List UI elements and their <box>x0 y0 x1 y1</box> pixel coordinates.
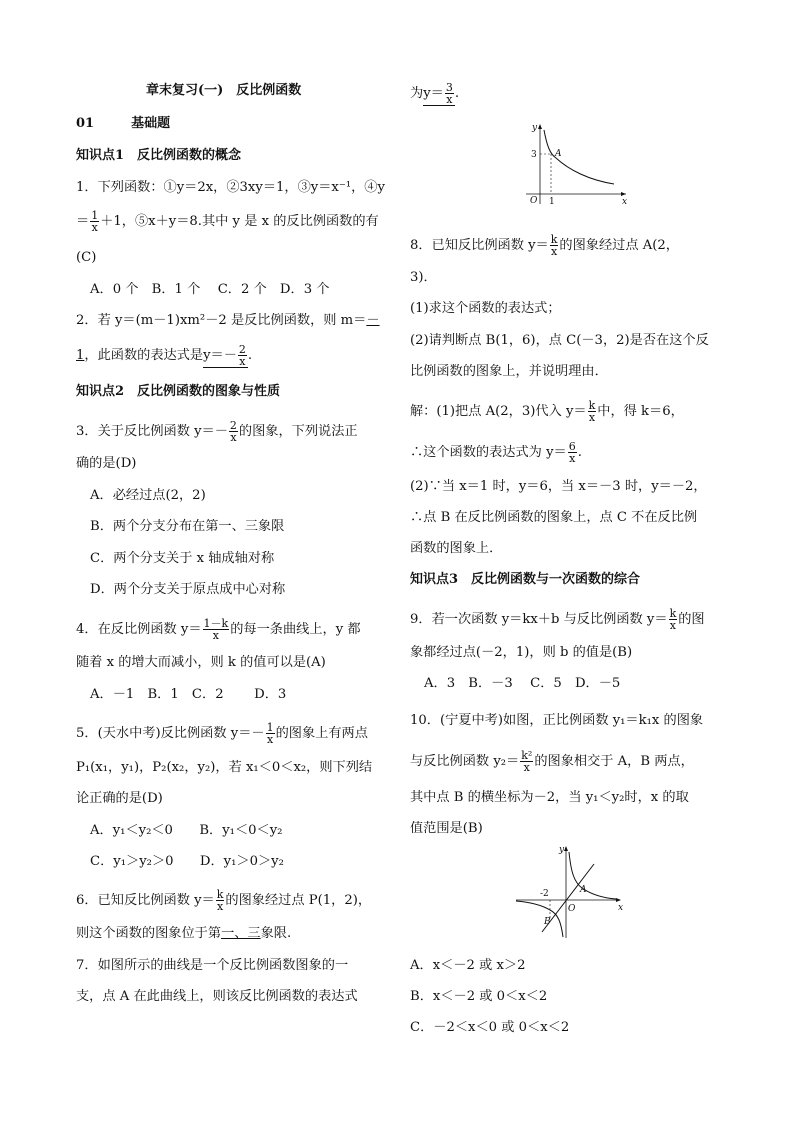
y-label: y <box>532 123 538 133</box>
q8-line1: 8．已知反比例函数 y＝ $\frac{k}{x}$ 的图象经过点 A(2， <box>410 233 679 258</box>
q7-line3: 为y＝ $\frac{3}{x}$ . <box>410 81 460 106</box>
q9-line1: 9．若一次函数 y＝kx＋b 与反比例函数 y＝ $\frac{k}{x}$ 的图 <box>410 607 705 632</box>
q8-solution-1: 解：(1)把点 A(2，3)代入 y＝ $\frac{k}{x}$ 中，得 k＝6， <box>410 399 684 424</box>
hyperbola-branch-1 <box>569 852 616 899</box>
q5-options-cd: C．y₁＞y₂＞0 D．y₁＞0＞y₂ <box>90 854 284 869</box>
fraction: $\frac{k}{x}$ <box>550 233 558 258</box>
fraction: $\frac{2}{x}$ <box>229 419 237 444</box>
tick-1: 1 <box>549 197 555 207</box>
q4-options: A．－1 B．1 C．2 D．3 <box>90 687 287 702</box>
point-a-label: A <box>580 885 587 895</box>
q7-line1: 7．如图所示的曲线是一个反比例函数图象的一 <box>76 958 349 973</box>
q10-option-a: A．x＜－2 或 x＞2 <box>410 958 526 973</box>
point-a-label: A <box>555 149 562 159</box>
q3-option-c: C．两个分支关于 x 轴成轴对称 <box>90 551 275 566</box>
q8-line4: (2)请判断点 B(1，6)，点 C(－3，2)是否在这个反 <box>410 333 709 348</box>
tick-minus-2: -2 <box>540 889 549 899</box>
q6-line2: 则这个函数的图象位于第一、三象限. <box>76 926 292 941</box>
x-label: x <box>622 197 628 207</box>
q1-line3: (C) <box>76 250 97 265</box>
page-title: 章末复习(一) 反比例函数 <box>146 83 302 98</box>
q8-solution-4: ∴点 B 在反比例函数的图象上，点 C 不在反比例 <box>410 510 698 525</box>
q5-line3: 论正确的是(D) <box>76 791 163 806</box>
q3-line1: 3．关于反比例函数 y＝－ $\frac{2}{x}$ 的图象，下列说法正 <box>76 419 358 444</box>
knowledge-point-2: 知识点2 反比例函数的图象与性质 <box>76 384 281 399</box>
q10-option-c: C．－2＜x＜0 或 0＜x＜2 <box>410 1020 570 1035</box>
y-label: y <box>559 845 565 855</box>
q7-line2: 支，点 A 在此曲线上，则该反比例函数的表达式 <box>76 989 358 1004</box>
hyperbola-branch-3 <box>516 901 563 937</box>
q2-line1: 2．若 y＝(m－1)xm²－2 是反比例函数，则 m＝－ <box>76 313 380 328</box>
q9-options: A．3 B．－3 C．5 D．－5 <box>424 676 621 691</box>
fraction: $\frac{k}{x}$ <box>669 607 677 632</box>
q1-line1: 1．下列函数：①y＝2x，②3xy＝1，③y＝x⁻¹，④y <box>76 180 385 195</box>
q4-line1: 4．在反比例函数 y＝ $\frac{1-k}{x}$ 的每一条曲线上，y 都 <box>76 617 361 642</box>
q5-line2: P₁(x₁，y₁)，P₂(x₂，y₂)，若 x₁＜0＜x₂，则下列结 <box>76 760 373 775</box>
q6-line1: 6．已知反比例函数 y＝ $\frac{k}{x}$ 的图象经过点 P(1，2)， <box>76 888 372 913</box>
q8-solution-3: (2)∵当 x＝1 时，y＝6，当 x＝－3 时，y＝－2， <box>410 479 707 494</box>
section-title: 基础题 <box>131 116 171 131</box>
q3-line2: 确的是(D) <box>76 456 137 471</box>
q5-line1: 5．(天水中考)反比例函数 y＝－ $\frac{1}{x}$ 的图象上有两点 <box>76 721 368 746</box>
q8-line5: 比例函数的图象上，并说明理由． <box>410 364 608 379</box>
q3-option-a: A．必经过点(2，2) <box>90 488 206 503</box>
q10-graph <box>508 842 628 942</box>
q8-solution-2: ∴这个函数的表达式为 y＝ $\frac{6}{x}$ . <box>410 440 582 465</box>
section-number: 01 <box>76 116 95 131</box>
q7-graph <box>514 118 634 208</box>
fraction: $\frac{\text{k²}}{x}$ <box>521 749 533 774</box>
q4-line2: 随着 x 的增大而减小，则 k 的值可以是(A) <box>76 655 326 670</box>
q10-line2: 与反比例函数 y₂＝ $\frac{\text{k²}}{x}$ 的图象相交于 A，B 两点， <box>410 749 694 774</box>
fraction: $\frac{1-k}{x}$ <box>203 617 229 642</box>
answer-blank: y＝ $\frac{3}{x}$ <box>423 81 453 106</box>
q8-line2: 3)． <box>410 270 437 285</box>
fraction: $\frac{6}{x}$ <box>568 440 576 465</box>
section-heading <box>76 116 170 132</box>
fraction: $\frac{1}{x}$ <box>91 209 99 234</box>
point-b-label: B <box>544 917 551 927</box>
q10-line4: 值范围是(B) <box>410 821 483 836</box>
origin-label: O <box>568 904 576 914</box>
q3-option-b: B．两个分支分布在第一、三象限 <box>90 519 285 534</box>
answer-blank: － <box>366 313 380 328</box>
q8-solution-5: 函数的图象上． <box>410 541 503 556</box>
q9-line2: 象都经过点(－2，1)，则 b 的值是(B) <box>410 645 633 660</box>
origin-label: O <box>530 196 538 206</box>
q3-option-d: D．两个分支关于原点成中心对称 <box>90 582 286 597</box>
q2-line2: 1，此函数的表达式是y＝－ $\frac{2}{x}$ . <box>76 343 253 368</box>
knowledge-point-3: 知识点3 反比例函数与一次函数的综合 <box>410 572 641 587</box>
fraction: $\frac{1}{x}$ <box>266 721 274 746</box>
q1-line2: ＝ $\frac{1}{x}$ ＋1，⑤x＋y＝8.其中 y 是 x 的反比例函数的有 <box>76 209 379 234</box>
q8-line3: (1)求这个函数的表达式； <box>410 301 561 316</box>
fraction: $\frac{k}{x}$ <box>216 888 224 913</box>
x-label: x <box>618 903 624 913</box>
answer-blank: y＝－ $\frac{2}{x}$ <box>203 343 246 368</box>
q5-options-ab: A．y₁＜y₂＜0 B．y₁＜0＜y₂ <box>90 823 283 838</box>
q10-line1: 10．(宁夏中考)如图，正比例函数 y₁＝k₁x 的图象 <box>410 713 704 728</box>
tick-3: 3 <box>531 150 537 160</box>
fraction: $\frac{k}{x}$ <box>588 399 596 424</box>
answer-blank: 一、三 <box>221 926 261 941</box>
q1-options: A．0 个 B．1 个 C．2 个 D．3 个 <box>90 282 330 297</box>
answer-blank: 1 <box>76 348 85 363</box>
knowledge-point-1: 知识点1 反比例函数的概念 <box>76 148 242 163</box>
q10-line3: 其中点 B 的横坐标为－2，当 y₁＜y₂时，x 的取 <box>410 790 689 805</box>
q10-option-b: B．x＜－2 或 0＜x＜2 <box>410 989 548 1004</box>
